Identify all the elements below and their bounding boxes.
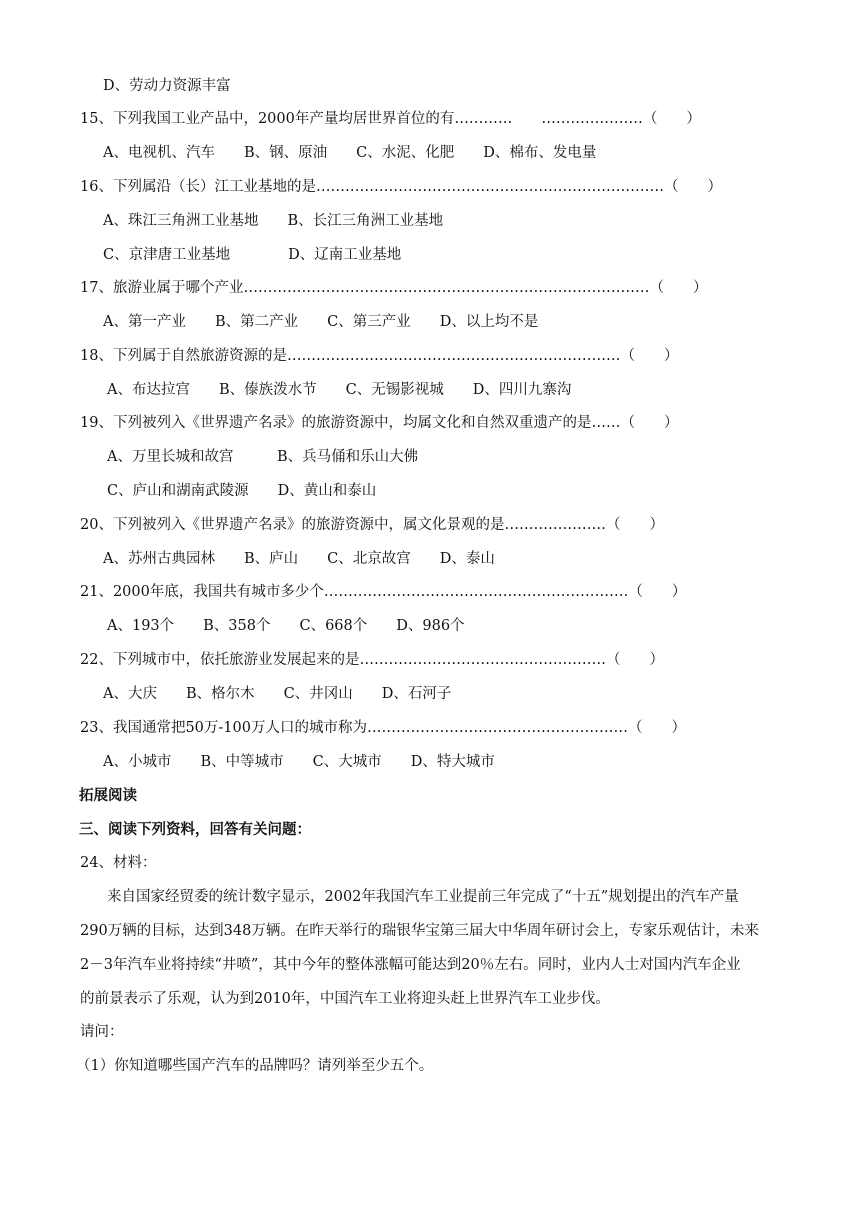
options-20: A、苏州古典园林 B、庐山 C、北京故宫 D、泰山	[103, 551, 495, 567]
options-18: A、布达拉宫 B、傣族泼水节 C、无锡影视城 D、四川九寨沟	[107, 382, 572, 398]
options-16-cd: C、京津唐工业基地 D、辽南工业基地	[103, 247, 402, 263]
question-19: 19、下列被列入《世界遗产名录》的旅游资源中，均属文化和自然双重遗产的是……（ ）	[80, 415, 679, 431]
options-16-ab: A、珠江三角洲工业基地 B、长江三角洲工业基地	[103, 213, 444, 229]
question-21: 21、2000年底，我国共有城市多少个………………………………………………………（ ）	[80, 584, 687, 600]
options-15: A、电视机、汽车 B、钢、原油 C、水泥、化肥 D、棉布、发电量	[103, 145, 597, 161]
material-paragraph-line: 的前景表示了乐观，认为到2010年，中国汽车工业将迎头赶上世界汽车工业步伐。	[80, 991, 610, 1007]
options-22: A、大庆 B、格尔木 C、井冈山 D、石河子	[103, 686, 452, 702]
options-21: A、193个 B、358个 C、668个 D、986个	[107, 618, 465, 634]
material-paragraph-line: 来自国家经贸委的统计数字显示，2002年我国汽车工业提前三年完成了“十五”规划提出的汽车产量	[107, 889, 739, 905]
material-paragraph-line: 2－3年汽车业将持续“井喷”，其中今年的整体涨幅可能达到20％左右。同时，业内人士对国内汽车企业	[80, 957, 741, 973]
question-17: 17、旅游业属于哪个产业…………………………………………………………………………（ ）	[80, 280, 708, 296]
ask-label: 请问：	[80, 1024, 124, 1040]
question-15: 15、下列我国工业产品中，2000年产量均居世界首位的有………… …………………（ ）	[80, 111, 701, 127]
sub-question-1: （1）你知道哪些国产汽车的品牌吗？请列举至少五个。	[76, 1058, 434, 1074]
options-19-cd: C、庐山和湖南武陵源 D、黄山和泰山	[107, 483, 377, 499]
question-18: 18、下列属于自然旅游资源的是……………………………………………………………（ ）	[80, 348, 679, 364]
material-paragraph-line: 290万辆的目标，达到348万辆。在昨天举行的瑞银华宝第三届大中华周年研讨会上，专家乐观估计，未来	[80, 923, 759, 939]
question-24: 24、材料：	[80, 855, 157, 871]
section-heading-extended-reading: 拓展阅读	[79, 787, 137, 804]
option-line: D、劳动力资源丰富	[103, 78, 231, 94]
question-16: 16、下列属沿（长）江工业基地的是………………………………………………………………（ ）	[80, 179, 722, 195]
question-22: 22、下列城市中，依托旅游业发展起来的是……………………………………………（ ）	[80, 652, 664, 668]
options-19-ab: A、万里长城和故宫 B、兵马俑和乐山大佛	[107, 449, 419, 465]
section-heading-three: 三、阅读下列资料，回答有关问题：	[79, 821, 311, 838]
options-17: A、第一产业 B、第二产业 C、第三产业 D、以上均不是	[103, 314, 539, 330]
question-20: 20、下列被列入《世界遗产名录》的旅游资源中，属文化景观的是…………………（ ）	[80, 517, 664, 533]
question-23: 23、我国通常把50万-100万人口的城市称为………………………………………………（ ）	[80, 720, 686, 736]
options-23: A、小城市 B、中等城市 C、大城市 D、特大城市	[103, 754, 495, 770]
